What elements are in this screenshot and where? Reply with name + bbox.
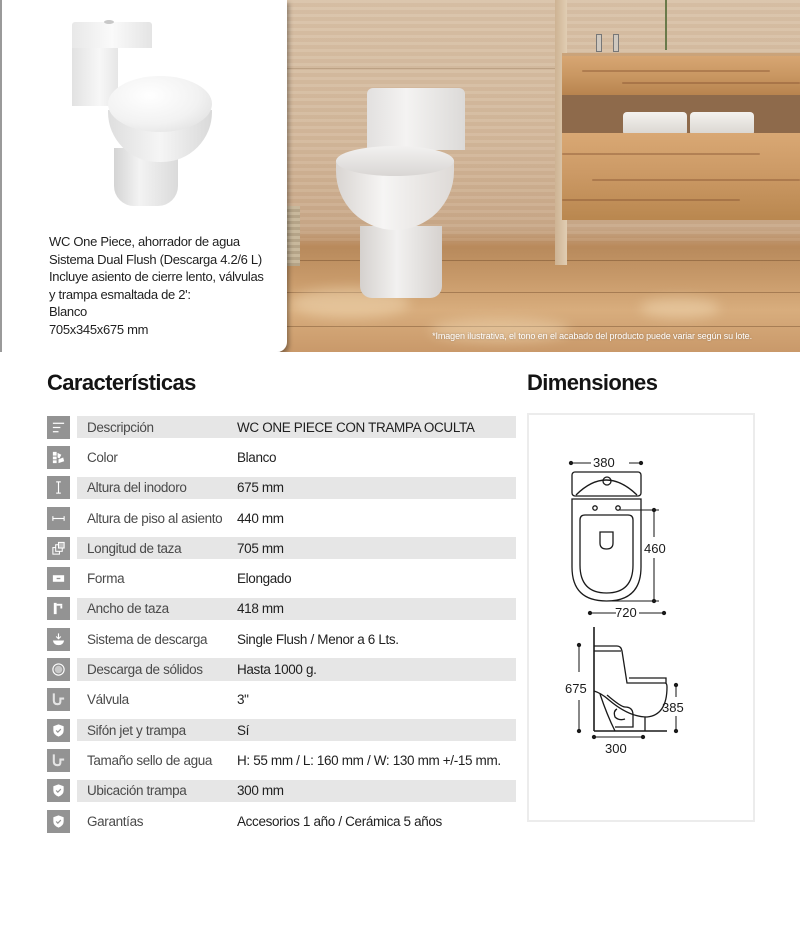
spec-row-altura-piso-asiento [47,504,516,534]
spec-value: Hasta 1000 g. [237,662,317,678]
spec-row-altura-inodoro [47,474,516,504]
spec-label: Longitud de taza [87,540,182,556]
faucet-width-icon [47,597,70,620]
spec-row-color [47,443,516,473]
spec-label: Sifón jet y trampa [87,722,186,738]
shield-check-icon [47,719,70,742]
dimensions-diagram [527,413,755,822]
spec-value: 300 mm [237,783,284,799]
shield-check-icon [47,779,70,802]
spec-row-longitud-taza [47,534,516,564]
spec-value: Sí [237,722,250,738]
spec-label: Sistema de descarga [87,631,208,647]
pipe-valve-icon [47,688,70,711]
flush-download-icon [47,628,70,651]
spec-label: Descripción [87,419,154,435]
spec-label: Garantías [87,813,144,829]
spec-value: H: 55 mm / L: 160 mm / W: 130 mm +/-15 mm. [237,752,501,768]
spec-label: Color [87,449,118,465]
spec-row-garantias [47,807,516,837]
spec-value: Elongado [237,571,292,587]
spec-value: 440 mm [237,510,284,526]
characteristics-title: Características [47,370,196,395]
dim-depth-460: 460 [644,541,666,556]
color-palette-icon [47,446,70,469]
hero-banner [0,0,800,352]
spec-label: Tamaño sello de agua [87,752,213,768]
layers-length-icon [47,537,70,560]
spec-value: Accesorios 1 año / Cerámica 5 años [237,813,442,829]
spec-row-descripcion [47,413,516,443]
spec-value: 675 mm [237,480,284,496]
spec-label: Válvula [87,692,129,708]
summary-line: y trampa esmaltada de 2': [49,286,191,302]
summary-line: Blanco [49,304,87,320]
description-lines-icon [47,416,70,439]
dim-height-675: 675 [565,681,587,696]
spec-value: WC ONE PIECE CON TRAMPA OCULTA [237,419,475,435]
drain-circle-icon [47,658,70,681]
spec-label: Forma [87,571,125,587]
product-summary [49,233,264,339]
width-span-icon [47,507,70,530]
bathroom-scene-image [280,0,800,352]
shape-rectangle-icon [47,567,70,590]
summary-line: 705x345x675 mm [49,321,149,337]
spec-row-sistema-descarga [47,625,516,655]
shield-check-icon [47,810,70,833]
product-card [0,0,287,352]
spec-row-ancho-taza [47,595,516,625]
spec-row-valvula [47,686,516,716]
spec-value: Single Flush / Menor a 6 Lts. [237,631,399,647]
spec-label: Ubicación trampa [87,783,187,799]
specs-table [47,413,516,837]
dim-seat-height-385: 385 [662,700,684,715]
top-view-drawing [570,462,660,603]
spec-row-forma [47,564,516,594]
dim-trap-300: 300 [605,741,627,756]
spec-label: Altura del inodoro [87,480,187,496]
dimensions-title: Dimensiones [527,370,658,395]
height-i-beam-icon [47,476,70,499]
summary-line: Sistema Dual Flush (Descarga 4.2/6 L) [49,251,262,267]
spec-row-descarga-solidos [47,655,516,685]
spec-label: Ancho de taza [87,601,169,617]
dim-length-720: 720 [615,605,637,620]
image-disclaimer: *Imagen ilustrativa, el tono en el acabado del producto puede variar según su lote. [432,331,752,341]
dim-width-380: 380 [593,455,615,470]
spec-label: Descarga de sólidos [87,662,203,678]
spec-value: 705 mm [237,540,284,556]
spec-value: 418 mm [237,601,284,617]
spec-value: Blanco [237,449,277,465]
spec-row-sello-agua [47,746,516,776]
spec-row-sifon-jet [47,716,516,746]
summary-line: WC One Piece, ahorrador de agua [49,234,240,249]
summary-line: Incluye asiento de cierre lento, válvulas [49,269,264,285]
pipe-valve-icon [47,749,70,772]
side-view-drawing [578,612,678,739]
spec-label: Altura de piso al asiento [87,510,223,526]
spec-row-ubicacion-trampa [47,777,516,807]
spec-value: 3" [237,692,249,708]
product-photo [68,14,218,210]
